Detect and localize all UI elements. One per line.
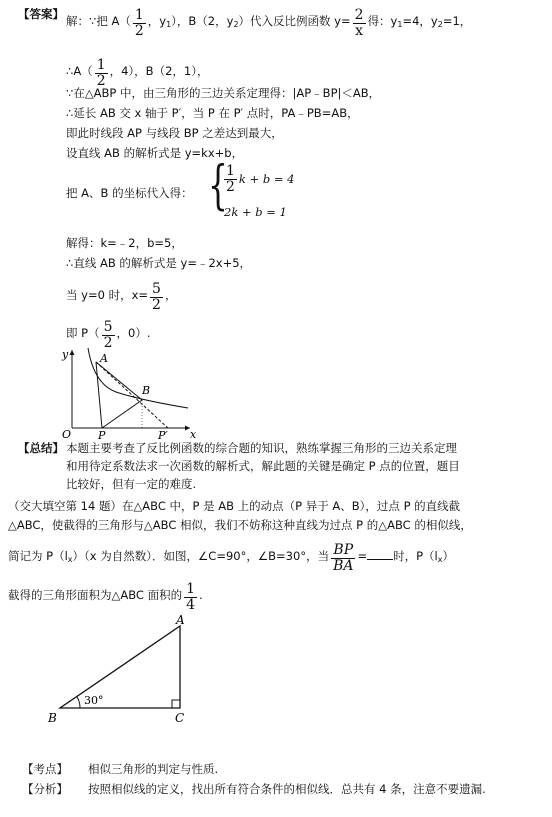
answer-line-8: 解得：k=﹣2，b=5， — [66, 236, 183, 250]
problem-line-2: △ABC，使截得的三角形与△ABC 相似，我们不妨称这种直线为过点 P 的△ABC 的相似线， — [8, 518, 472, 532]
system-eq-1: $\frac{1}{2}$ k + b = 4 — [226, 163, 295, 195]
point-b-label: B — [142, 384, 151, 397]
fenxi-text: 按照相似线的定义，找出所有符合条件的相似线．总共有 4 条，注意不要遗漏. — [88, 782, 486, 796]
segment-ab — [96, 362, 142, 400]
answer-line-2: ∴A（ $\frac{1}{2}$ ，4），B（2，1）， — [66, 57, 209, 89]
y-axis-label: y — [62, 348, 69, 361]
summary-line-2: 和用待定系数法求一次函数的解析式，解此题的关键是确定 P 点的位置，题目 — [66, 459, 460, 473]
hyperbola-figure — [60, 344, 200, 440]
vertex-b-label: B — [48, 711, 57, 725]
answer-line-5: 即此时线段 AP 与线段 BP 之差达到最大， — [66, 126, 283, 140]
vertex-c-label: C — [175, 711, 185, 725]
answer-line-3: ∵在△ABP 中，由三角形的三边关系定理得：|AP﹣BP|＜AB， — [66, 86, 381, 100]
right-angle-mark — [172, 700, 180, 708]
point-p-label: P — [98, 429, 106, 440]
point-a-label: A — [100, 352, 108, 365]
answer-line-1: 解：∵把 A（ $\frac{1}{2}$ ，$y_1$），B（2，$y_2$）代入反比例函数 y= $\frac{2}{x}$ 得：$y_1=4$，$y_2=1$， — [66, 7, 472, 39]
answer-line-9: ∴直线 AB 的解析式是 y=﹣2x+5， — [66, 256, 252, 270]
x-axis-label: x — [190, 428, 197, 440]
answer-line-7: 把 A、B 的坐标代入得： — [66, 186, 193, 200]
kaodian-text: 相似三角形的判定与性质. — [88, 762, 219, 776]
problem-line-4: 截得的三角形面积为△ABC 面积的 $\frac{1}{4}$ . — [8, 581, 203, 613]
answer-line-6: 设直线 AB 的解析式是 y=kx+b， — [66, 146, 244, 160]
answer-blank[interactable] — [367, 549, 393, 560]
problem-line-1: （交大填空第 14 题）在△ABC 中，P 是 AB 上的动点（P 异于 A、B），过点 P 的直线截 — [8, 499, 461, 513]
segment-ap — [96, 362, 102, 428]
answer-line-11: 即 P（ $\frac{5}{2}$ ，0）. — [66, 319, 151, 351]
line-ab-extended — [96, 362, 168, 428]
problem-line-3: 简记为 $P(l_x)(x$ 为自然数）．如图，∠C=90°，∠B=30°，当 $\frac{BP}{BA}$ = 时，$P(l_x)$ — [8, 542, 454, 574]
origin-label: O — [62, 428, 72, 440]
y-axis-arrow — [70, 350, 75, 355]
summary-line-1: 本题主要考查了反比例函数的综合题的知识，熟练掌握三角形的三边关系定理 — [66, 441, 457, 455]
summary-line-3: 比较好，但有一定的难度. — [66, 477, 197, 491]
answer-line-10: 当 y=0 时，x= $\frac{5}{2}$ ， — [66, 281, 177, 313]
vertex-a-label: A — [176, 613, 185, 627]
point-p-prime-label: P′ — [158, 429, 168, 440]
triangle-figure — [44, 612, 204, 728]
answer-line-4: ∴延长 AB 交 x 轴于 P′，当 P 在 P′ 点时，PA﹣PB=AB， — [66, 106, 359, 120]
angle-b-label: 30° — [84, 694, 104, 707]
kaodian-tag: 【考点】 — [22, 762, 68, 776]
answer-tag: 【答案】 — [18, 7, 64, 21]
system-eq-2: 2k + b = 1 — [224, 205, 287, 219]
segment-pb — [102, 400, 142, 428]
summary-tag: 【总结】 — [18, 441, 64, 455]
triangle-abc — [60, 626, 180, 708]
fenxi-tag: 【分析】 — [22, 782, 68, 796]
system-brace: { — [208, 156, 228, 216]
angle-b-arc — [77, 697, 80, 708]
